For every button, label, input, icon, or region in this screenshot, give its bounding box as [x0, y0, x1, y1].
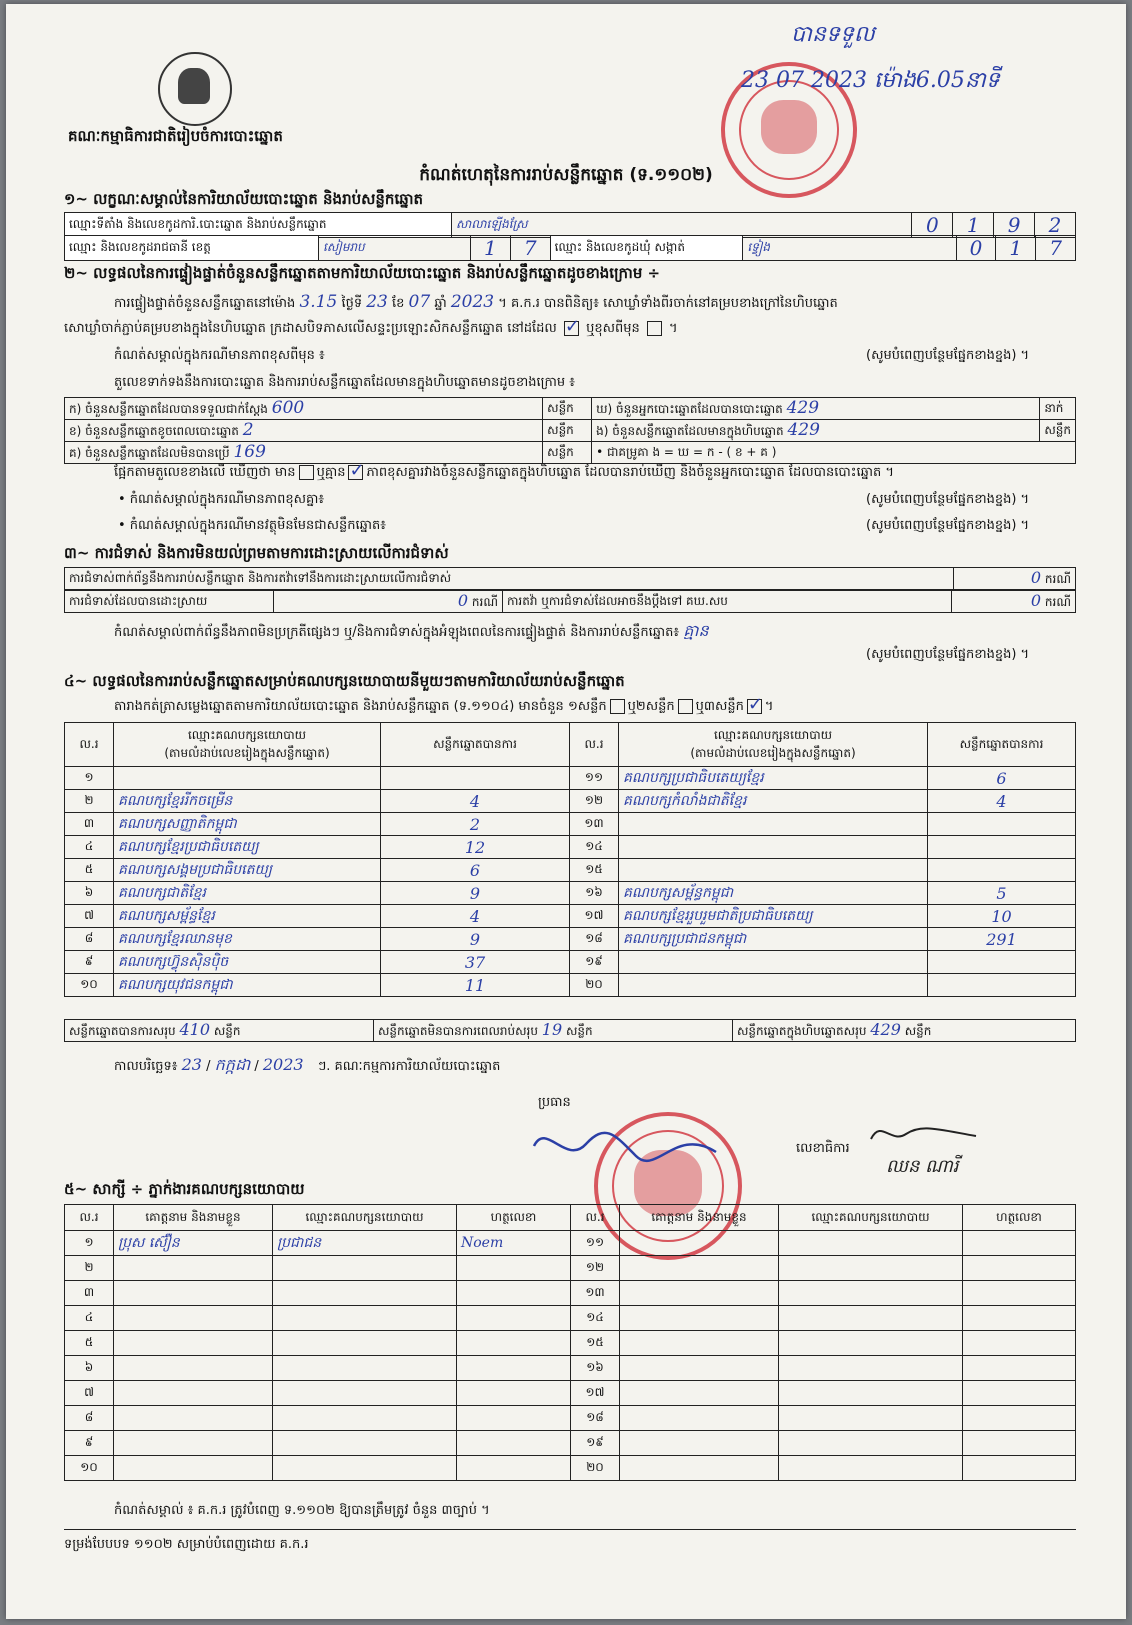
- vote-party: [619, 859, 928, 882]
- vote-votes: 6: [381, 859, 570, 882]
- vote-party: គណបក្សខ្មែរឈានមុខ: [114, 928, 381, 951]
- witness-no: ៧: [65, 1381, 114, 1406]
- s1-label-3: ឈ្មោះ និងលេខកូដឃុំ សង្កាត់: [550, 236, 743, 261]
- vote-row: [65, 951, 1076, 974]
- vote-no: ១៩: [570, 951, 619, 974]
- s2-intro: តួលេខទាក់ទងនឹងការបោះឆ្នោត និងការរាប់សន្លឹកឆ្នោតដែលមានក្នុងហិបឆ្នោតមានដូចខាងក្រោម ៖: [114, 375, 575, 390]
- vote-no: ៤: [65, 836, 114, 859]
- witness-party: [273, 1281, 457, 1306]
- witness-row: [65, 1331, 1076, 1356]
- witness-no: ១៧: [571, 1381, 620, 1406]
- witness-empty-cell: [620, 1431, 779, 1456]
- vote-party: គណបក្សខ្មែររីកចម្រើន: [114, 790, 381, 813]
- vote-votes: 9: [381, 928, 570, 951]
- date-year: 2023: [262, 1055, 304, 1074]
- vote-no: ៥: [65, 859, 114, 882]
- s1-code-digit: 1: [996, 236, 1036, 261]
- witness-sign: Noem: [457, 1231, 571, 1256]
- vote-no: ១៣: [570, 813, 619, 836]
- witness-row: [65, 1356, 1076, 1381]
- col-party-sub: (តាមលំដាប់លេខរៀងក្នុងសន្លឹកឆ្នោត): [690, 745, 856, 760]
- total-invalid-label: សន្លឹកឆ្នោតមិនបានការពេលរាប់សរុប: [378, 1024, 538, 1038]
- ko-label: គ) ចំនួនសន្លឹកឆ្នោតដែលមិនបានប្រើ: [69, 446, 230, 460]
- total-valid: 410: [179, 1020, 211, 1039]
- witness-no: ៩: [65, 1431, 114, 1456]
- vote-party: [114, 767, 381, 790]
- section1-heading: ១~ លក្ខណៈសម្គាល់នៃការិយាល័យបោះឆ្នោត និងរាប់សន្លឹកឆ្នោត: [64, 190, 424, 208]
- witness-row: [65, 1381, 1076, 1406]
- witness-no: ១៦: [571, 1356, 620, 1381]
- vote-party: [619, 951, 928, 974]
- org-name: គណៈកម្មាធិការជាតិរៀបចំការបោះឆ្នោត: [68, 127, 283, 145]
- vote-votes: 2: [381, 813, 570, 836]
- witness-name: [114, 1331, 273, 1356]
- witness-no: ១: [65, 1231, 114, 1256]
- vote-votes: 9: [381, 882, 570, 905]
- secretary-name: ឈន ណារី: [886, 1156, 959, 1177]
- s2-text: ខែ: [392, 296, 405, 311]
- witness-empty-cell: [963, 1256, 1076, 1281]
- vote-votes: [928, 974, 1076, 997]
- kha-value: 2: [242, 420, 254, 440]
- vote-no: ២០: [570, 974, 619, 997]
- same-checkbox[interactable]: [564, 321, 579, 336]
- witness-sign: [457, 1256, 571, 1281]
- s2-day: 23: [366, 292, 388, 312]
- witness-empty-cell: [963, 1306, 1076, 1331]
- vote-votes: 6: [928, 767, 1076, 790]
- witness-name: [114, 1356, 273, 1381]
- vote-party: គណបក្សកំលាំងជាតិខ្មែរ: [619, 790, 928, 813]
- s3-row2b-label: ការតវ៉ា ឬការជំទាស់ដែលអាចនឹងប្តឹងទៅ គឃ.សប: [503, 591, 952, 613]
- witness-party: ប្រជាជន: [273, 1231, 457, 1256]
- witness-table: [64, 1204, 1076, 1481]
- w-col-name: គោត្តនាម និងនាមខ្លួន: [620, 1205, 779, 1231]
- s3-row1-value: 0: [1030, 568, 1042, 587]
- s2-time: 3.15: [299, 292, 338, 312]
- vote-no: ៩: [65, 951, 114, 974]
- formula: • ជាគម្រូគា ង = ឃ = ក - ( ខ + គ ): [592, 442, 1076, 464]
- witness-name: [114, 1381, 273, 1406]
- unit: សន្លឹក: [213, 1024, 241, 1038]
- witness-empty-cell: [779, 1406, 963, 1431]
- vote-no: ១២: [570, 790, 619, 813]
- witness-party: [273, 1256, 457, 1281]
- s4-intro-text: តារាងកត់ត្រាសម្លេងឆ្នោតតាមការិយាល័យបោះឆ្នោត និងរាប់សន្លឹកឆ្នោត (ទ.១១០៤) មានចំនួន ១សន្លឹក: [114, 699, 607, 714]
- witness-sign: [457, 1431, 571, 1456]
- vote-votes: [928, 859, 1076, 882]
- witness-party: [273, 1431, 457, 1456]
- witness-empty-cell: [620, 1281, 779, 1306]
- witness-empty-cell: [779, 1256, 963, 1281]
- s2-fill-more: (សូមបំពេញបន្ថែមផ្នែកខាងខ្នង) ។: [866, 518, 1030, 533]
- witness-no: ២: [65, 1256, 114, 1281]
- s2-text: សោឃ្លាំចាក់ភ្ជាប់គម្របខាងក្នុងនៃហិបឆ្នោត ក្រដាសបិទភាសលើសន្ទះប្រឡោះសិកសន្លឹកឆ្នោត នៅដដែល: [64, 321, 557, 336]
- witness-empty-cell: [620, 1456, 779, 1481]
- one-sheet-checkbox[interactable]: [610, 699, 625, 714]
- col-party: ឈ្មោះគណបក្សនយោបាយ: [713, 727, 833, 742]
- witness-name: [114, 1456, 273, 1481]
- witness-row: [65, 1456, 1076, 1481]
- witness-party: [273, 1306, 457, 1331]
- witness-sign: [457, 1381, 571, 1406]
- vote-no: ១០: [65, 974, 114, 997]
- witness-sign: [457, 1281, 571, 1306]
- witness-row: [65, 1256, 1076, 1281]
- s1-value-3: ទ្វៀង: [743, 236, 956, 261]
- s2-bullet2: • កំណត់សម្គាល់ក្នុងករណីមានវត្ថុមិនមែនជាសន្លឹកឆ្នោត៖: [118, 518, 386, 533]
- vote-party: [619, 974, 928, 997]
- col-no: ល.រ: [570, 723, 619, 767]
- vote-row: [65, 905, 1076, 928]
- vote-party: គណបក្សសម្ព័ន្ធខ្មែរ: [114, 905, 381, 928]
- case-unit: ករណី: [1044, 572, 1071, 586]
- witness-no: ៨: [65, 1406, 114, 1431]
- ngo-value: 429: [787, 420, 820, 440]
- witness-empty-cell: [963, 1231, 1076, 1256]
- vote-party: គណបក្សខ្មែររួបរួមជាតិប្រជាធិបតេយ្យ: [619, 905, 928, 928]
- witness-no: ១៤: [571, 1306, 620, 1331]
- witness-no: ១០: [65, 1456, 114, 1481]
- s3-row2-label: ការជំទាស់ដែលបានដោះស្រាយ: [65, 591, 274, 613]
- witness-empty-cell: [779, 1456, 963, 1481]
- vote-party: គណបក្សសម្ព័ន្ធកម្ពុជា: [619, 882, 928, 905]
- committee-label: ៗ. គណៈកម្មការការិយាល័យបោះឆ្នោត: [317, 1059, 501, 1074]
- witness-row: [65, 1231, 1076, 1256]
- vote-row: [65, 928, 1076, 951]
- witness-empty-cell: [620, 1381, 779, 1406]
- has-diff-checkbox[interactable]: [299, 465, 314, 480]
- witness-empty-cell: [620, 1231, 779, 1256]
- witness-empty-cell: [620, 1406, 779, 1431]
- witness-party: [273, 1331, 457, 1356]
- witness-no: ៦: [65, 1356, 114, 1381]
- date-label: កាលបរិច្ឆេទ៖: [114, 1059, 178, 1074]
- s1-code-digit: 2: [1035, 213, 1076, 238]
- witness-empty-cell: [779, 1381, 963, 1406]
- witness-empty-cell: [620, 1256, 779, 1281]
- vote-votes: [381, 767, 570, 790]
- s2-text: ផ្អែកតាមតួលេខខាងលើ ឃើញថា មាន: [114, 465, 296, 480]
- witness-no: ១៨: [571, 1406, 620, 1431]
- s1-code-digit: 7: [1036, 236, 1076, 261]
- s2-text: ឆ្នាំ: [434, 296, 447, 311]
- vote-row: [65, 882, 1076, 905]
- vote-party: គណបក្សជាតិខ្មែរ: [114, 882, 381, 905]
- vote-votes: 4: [381, 790, 570, 813]
- witness-party: [273, 1406, 457, 1431]
- vote-row: [65, 974, 1076, 997]
- document-title: កំណត់ហេតុនៃការរាប់សន្លឹកឆ្នោត (ទ.១១០២): [419, 165, 713, 185]
- vote-row: [65, 767, 1076, 790]
- col-votes: សន្លឹកឆ្នោតបានការ: [381, 723, 570, 767]
- total-invalid: 19: [541, 1020, 563, 1039]
- witness-sign: [457, 1306, 571, 1331]
- vote-votes: 291: [928, 928, 1076, 951]
- ka-value: 600: [271, 398, 305, 418]
- vote-row: [65, 859, 1076, 882]
- witness-no: ១៩: [571, 1431, 620, 1456]
- section2-heading: ២~ លទ្ធផលនៃការផ្ទៀងផ្ទាត់ចំនួនសន្លឹកឆ្នោតតាមការិយាល័យបោះឆ្នោត និងរាប់សន្លឹកឆ្នោតដូចខាងក្រោម ÷: [64, 264, 661, 282]
- witness-empty-cell: [620, 1331, 779, 1356]
- s1-label-2: ឈ្មោះ និងលេខកូដរាជធានី ខេត្ត: [65, 236, 319, 261]
- s2-text: ថ្ងៃទី: [341, 296, 363, 311]
- s1-value-1: សាលាឡើងស្រែ: [451, 213, 911, 238]
- vote-party: គណបក្សប្រជាជនកម្ពុជា: [619, 928, 928, 951]
- witness-sign: [457, 1406, 571, 1431]
- kha-label: ខ) ចំនួនសន្លឹកឆ្នោតខូចពេលបោះឆ្នោត: [69, 424, 239, 438]
- s2-bullet1: • កំណត់សម្គាល់ក្នុងករណីមានភាពខុសគ្នា៖: [118, 492, 325, 507]
- vote-party: គណបក្សហ៊្វុនស៊ិនប៉ិច: [114, 951, 381, 974]
- two-sheet-checkbox[interactable]: [678, 699, 693, 714]
- s3-note: [114, 620, 709, 644]
- s2-compare: [114, 464, 894, 483]
- witness-name: [114, 1406, 273, 1431]
- s1-code-digit: 9: [994, 213, 1035, 238]
- different-checkbox[interactable]: [647, 321, 662, 336]
- s2-year: 2023: [450, 292, 495, 312]
- date-month: កក្កដា: [214, 1055, 251, 1074]
- vote-no: ២: [65, 790, 114, 813]
- s1-label-1: ឈ្មោះទីតាំង និងលេខកូដការិ.បោះឆ្នោត និងរាប់សន្លឹកឆ្នោត: [65, 213, 452, 238]
- unit: សន្លឹក: [543, 420, 592, 442]
- witness-no: ១៣: [571, 1281, 620, 1306]
- s1-code-digit: 0: [956, 236, 996, 261]
- s2-text: ឬគ្មាន: [316, 465, 346, 480]
- chair-label: ប្រធាន: [538, 1095, 571, 1110]
- s3-fill-more: (សូមបំពេញបន្ថែមផ្នែកខាងខ្នង) ។: [866, 647, 1030, 662]
- votes-table: [64, 722, 1076, 997]
- s1-code-digit: 0: [912, 213, 953, 238]
- s2-month: 07: [408, 292, 431, 312]
- s2-check-line2: សោឃ្លាំចាក់ភ្ជាប់គម្របខាងក្នុងនៃហិបឆ្នោត ក្រដាសបិទភាសលើសន្ទះប្រឡោះសិកសន្លឹកឆ្នោត នៅដដែល ✓ ឬខុសពីមុន ។: [64, 320, 678, 339]
- witness-name: [114, 1256, 273, 1281]
- footer-divider: [64, 1529, 1076, 1530]
- document-sheet: [6, 4, 1126, 1619]
- case-unit: ករណី: [1044, 595, 1071, 609]
- witness-empty-cell: [779, 1356, 963, 1381]
- chair-signature-icon: [526, 1116, 726, 1186]
- witness-empty-cell: [779, 1431, 963, 1456]
- witness-no: ៣: [65, 1281, 114, 1306]
- col-votes: សន្លឹកឆ្នោតបានការ: [928, 723, 1076, 767]
- s3-note-label: កំណត់សម្គាល់ពាក់ព័ន្ធនឹងភាពមិនប្រក្រតីផ្សេងៗ ឬ/និងការជំទាស់ក្នុងអំឡុងពេលនៃការផ្ទៀងផ្ទាត់ និងការរាប់សន្លឹកឆ្នោត៖: [114, 625, 680, 640]
- w-col-no: ល.រ: [65, 1205, 114, 1231]
- witness-empty-cell: [779, 1331, 963, 1356]
- s3-row2b-value: 0: [1030, 591, 1042, 610]
- s1-code-digit: 1: [953, 213, 994, 238]
- s3-note-value: គ្មាន: [683, 621, 709, 640]
- s2-text: ភាពខុសគ្នារវាងចំនួនសន្លឹកឆ្នោតក្នុងហិបឆ្នោត ដែលបានរាប់ឃើញ និងចំនួនអ្នកបោះឆ្នោត ដែលបានបោះឆ្នោត ។: [366, 465, 894, 480]
- witness-empty-cell: [963, 1331, 1076, 1356]
- witness-party: [273, 1356, 457, 1381]
- vote-no: ១៨: [570, 928, 619, 951]
- case-unit: ករណី: [471, 595, 498, 609]
- section5-heading: ៥~ សាក្សី ÷ ភ្នាក់ងារគណបក្សនយោបាយ: [64, 1180, 305, 1198]
- section1-table-row2: [64, 235, 1076, 261]
- unit: សន្លឹក: [1040, 420, 1076, 442]
- kho-label: ឃ) ចំនួនអ្នកបោះឆ្នោតដែលបានបោះឆ្នោត: [596, 402, 783, 416]
- vote-no: ៣: [65, 813, 114, 836]
- witness-no: ៥: [65, 1331, 114, 1356]
- unit: សន្លឹក: [543, 398, 592, 420]
- total-valid-label: សន្លឹកឆ្នោតបានការសរុប: [69, 1024, 176, 1038]
- col-party: ឈ្មោះគណបក្សនយោបាយ: [187, 727, 307, 742]
- vote-party: គណបក្សខ្មែរប្រជាធិបតេយ្យ: [114, 836, 381, 859]
- s2-check-line1: [114, 292, 1074, 314]
- unit: នាក់: [1040, 398, 1076, 420]
- s5-note: កំណត់សម្គាល់ ៖ គ.ក.រ ត្រូវបំពេញ ទ.១១០២ ឱ្យបានត្រឹមត្រូវ ចំនួន ៣ច្បាប់ ។: [114, 1503, 490, 1518]
- vote-votes: 37: [381, 951, 570, 974]
- w-col-party: ឈ្មោះគណបក្សនយោបាយ: [273, 1205, 457, 1231]
- ko-value: 169: [233, 442, 266, 462]
- col-party-sub: (តាមលំដាប់លេខរៀងក្នុងសន្លឹកឆ្នោត): [164, 745, 330, 760]
- vote-no: ១៤: [570, 836, 619, 859]
- witness-sign: [457, 1456, 571, 1481]
- s4-date: កាលបរិច្ឆេទ៖ 23 / កក្កដា / 2023 ៗ. គណៈកម្មការការិយាល័យបោះឆ្នោត: [114, 1055, 501, 1074]
- vote-no: ៧: [65, 905, 114, 928]
- witness-name: [114, 1431, 273, 1456]
- w-col-sign: ហត្ថលេខា: [963, 1205, 1076, 1231]
- nec-emblem-icon: [158, 52, 232, 126]
- vote-party: [619, 813, 928, 836]
- total-box: 429: [870, 1020, 901, 1039]
- witness-name: [114, 1306, 273, 1331]
- witness-empty-cell: [963, 1356, 1076, 1381]
- vote-row: [65, 813, 1076, 836]
- vote-party: គណបក្សសង្គមប្រជាធិបតេយ្យ: [114, 859, 381, 882]
- witness-empty-cell: [779, 1281, 963, 1306]
- vote-no: ១: [65, 767, 114, 790]
- section4-heading: ៤~ លទ្ធផលនៃការរាប់សន្លឹកឆ្នោតសម្រាប់គណបក្សនយោបាយនីមួយៗតាមការិយាល័យរាប់សន្លឹកឆ្នោត: [64, 672, 625, 690]
- vote-no: ៦: [65, 882, 114, 905]
- w-col-party: ឈ្មោះគណបក្សនយោបាយ: [779, 1205, 963, 1231]
- vote-party: គណបក្សយុវជនកម្ពុជា: [114, 974, 381, 997]
- witness-party: [273, 1381, 457, 1406]
- vote-no: ១១: [570, 767, 619, 790]
- s3-row2-value: 0: [457, 591, 469, 610]
- vote-votes: [928, 813, 1076, 836]
- witness-no: ៤: [65, 1306, 114, 1331]
- witness-sign: [457, 1331, 571, 1356]
- witness-empty-cell: [779, 1231, 963, 1256]
- vote-party: [619, 836, 928, 859]
- witness-party: [273, 1456, 457, 1481]
- s2-text: ។ គ.ក.រ បានពិនិត្យ៖ សោឃ្លាំទាំងពីរចាក់នៅគម្របខាងក្រៅនៃហិបឆ្នោត: [498, 296, 838, 311]
- witness-row: [65, 1406, 1076, 1431]
- vote-votes: 10: [928, 905, 1076, 928]
- s3-table: [64, 567, 1076, 590]
- w-col-sign: ហត្ថលេខា: [457, 1205, 571, 1231]
- secretary-signature-icon: [866, 1114, 986, 1154]
- s2-fill-more: (សូមបំពេញបន្ថែមផ្នែកខាងខ្នង) ។: [866, 348, 1030, 363]
- witness-no: ១២: [571, 1256, 620, 1281]
- s1-code-digit: 7: [510, 236, 550, 261]
- s2-text: ការផ្ទៀងផ្ទាត់ចំនួនសន្លឹកឆ្នោតនៅម៉ោង: [114, 296, 296, 311]
- vote-votes: [928, 836, 1076, 859]
- vote-votes: [928, 951, 1076, 974]
- col-no: ល.រ: [65, 723, 114, 767]
- vote-party: គណបក្សសញ្ញាតិកម្ពុជា: [114, 813, 381, 836]
- unit: សន្លឹក: [543, 442, 592, 464]
- witness-sign: [457, 1356, 571, 1381]
- unit: សន្លឹក: [904, 1024, 932, 1038]
- vote-votes: 4: [928, 790, 1076, 813]
- witness-empty-cell: [620, 1306, 779, 1331]
- vote-row: [65, 790, 1076, 813]
- section3-heading: ៣~ ការជំទាស់ និងការមិនយល់ព្រមតាមការដោះស្រាយលើការជំទាស់: [64, 544, 449, 562]
- vote-votes: 11: [381, 974, 570, 997]
- s4-intro: តារាងកត់ត្រាសម្លេងឆ្នោតតាមការិយាល័យបោះឆ្នោត និងរាប់សន្លឹកឆ្នោត (ទ.១១០៤) មានចំនួន ១សន្លឹក ឬ២សន្លឹក ឬ៣សន្លឹក✓ ។: [114, 698, 773, 717]
- s2-fill-more: (សូមបំពេញបន្ថែមផ្នែកខាងខ្នង) ។: [866, 492, 1030, 507]
- witness-no: ២០: [571, 1456, 620, 1481]
- w-col-no: ល.រ: [571, 1205, 620, 1231]
- no-diff-checkbox[interactable]: [348, 465, 363, 480]
- s2-text: ឬខុសពីមុន: [586, 321, 640, 336]
- vote-votes: 4: [381, 905, 570, 928]
- witness-empty-cell: [963, 1456, 1076, 1481]
- vote-votes: 5: [928, 882, 1076, 905]
- totals-table: [64, 1019, 1076, 1042]
- witness-empty-cell: [963, 1406, 1076, 1431]
- s2-note1: កំណត់សម្គាល់ក្នុងករណីមានភាពខុសពីមុន ៖: [114, 348, 325, 363]
- witness-empty-cell: [963, 1431, 1076, 1456]
- vote-no: ១៦: [570, 882, 619, 905]
- vote-party: គណបក្សប្រជាធិបតេយ្យខ្មែរ: [619, 767, 928, 790]
- witness-row: [65, 1281, 1076, 1306]
- s1-code-digit: 1: [471, 236, 511, 261]
- witness-empty-cell: [620, 1356, 779, 1381]
- vote-votes: 12: [381, 836, 570, 859]
- witness-no: ១៥: [571, 1331, 620, 1356]
- three-sheet-checkbox[interactable]: [747, 699, 762, 714]
- s1-value-2: សៀមរាប: [319, 236, 471, 261]
- s3-row1-label: ការជំទាស់ពាក់ព័ន្ធនឹងការរាប់សន្លឹកឆ្នោត និងការតវ៉ាទៅនឹងការដោះស្រាយលើការជំទាស់: [65, 568, 954, 590]
- s4-opt2: ឬ២សន្លឹក: [627, 699, 675, 714]
- w-col-name: គោត្តនាម និងនាមខ្លួន: [114, 1205, 273, 1231]
- vote-no: ៨: [65, 928, 114, 951]
- date-day: 23: [181, 1055, 202, 1074]
- s2-figures-table: [64, 397, 1076, 464]
- footer-text: ទម្រង់បែបបទ ១១០២ សម្រាប់បំពេញដោយ គ.ក.រ: [64, 1537, 309, 1552]
- vote-no: ១៥: [570, 859, 619, 882]
- witness-name: [114, 1281, 273, 1306]
- ngo-label: ង) ចំនួនសន្លឹកឆ្នោតដែលមានក្នុងហិបឆ្នោត: [596, 424, 784, 438]
- s3-table-row2: [64, 590, 1076, 613]
- unit: សន្លឹក: [565, 1024, 593, 1038]
- received-label: បានទទួល: [791, 22, 875, 47]
- vote-no: ១៧: [570, 905, 619, 928]
- witness-no: ១១: [571, 1231, 620, 1256]
- witness-row: [65, 1431, 1076, 1456]
- secretary-label: លេខាធិការ: [796, 1141, 850, 1156]
- kho-value: 429: [786, 398, 820, 418]
- witness-row: [65, 1306, 1076, 1331]
- total-box-label: សន្លឹកឆ្នោតក្នុងហិបឆ្នោតសរុប: [737, 1024, 867, 1038]
- witness-empty-cell: [963, 1281, 1076, 1306]
- witness-empty-cell: [779, 1306, 963, 1331]
- received-date: 23 07 2023 ម៉ោង6.05នាទី: [741, 68, 1000, 93]
- vote-row: [65, 836, 1076, 859]
- s4-opt3: ឬ៣សន្លឹក: [695, 699, 744, 714]
- witness-name: ប្រុស ស៊ឿន: [114, 1231, 273, 1256]
- ka-label: ក) ចំនួនសន្លឹកឆ្នោតដែលបានទទួលជាក់ស្តែង: [69, 402, 268, 416]
- witness-empty-cell: [963, 1381, 1076, 1406]
